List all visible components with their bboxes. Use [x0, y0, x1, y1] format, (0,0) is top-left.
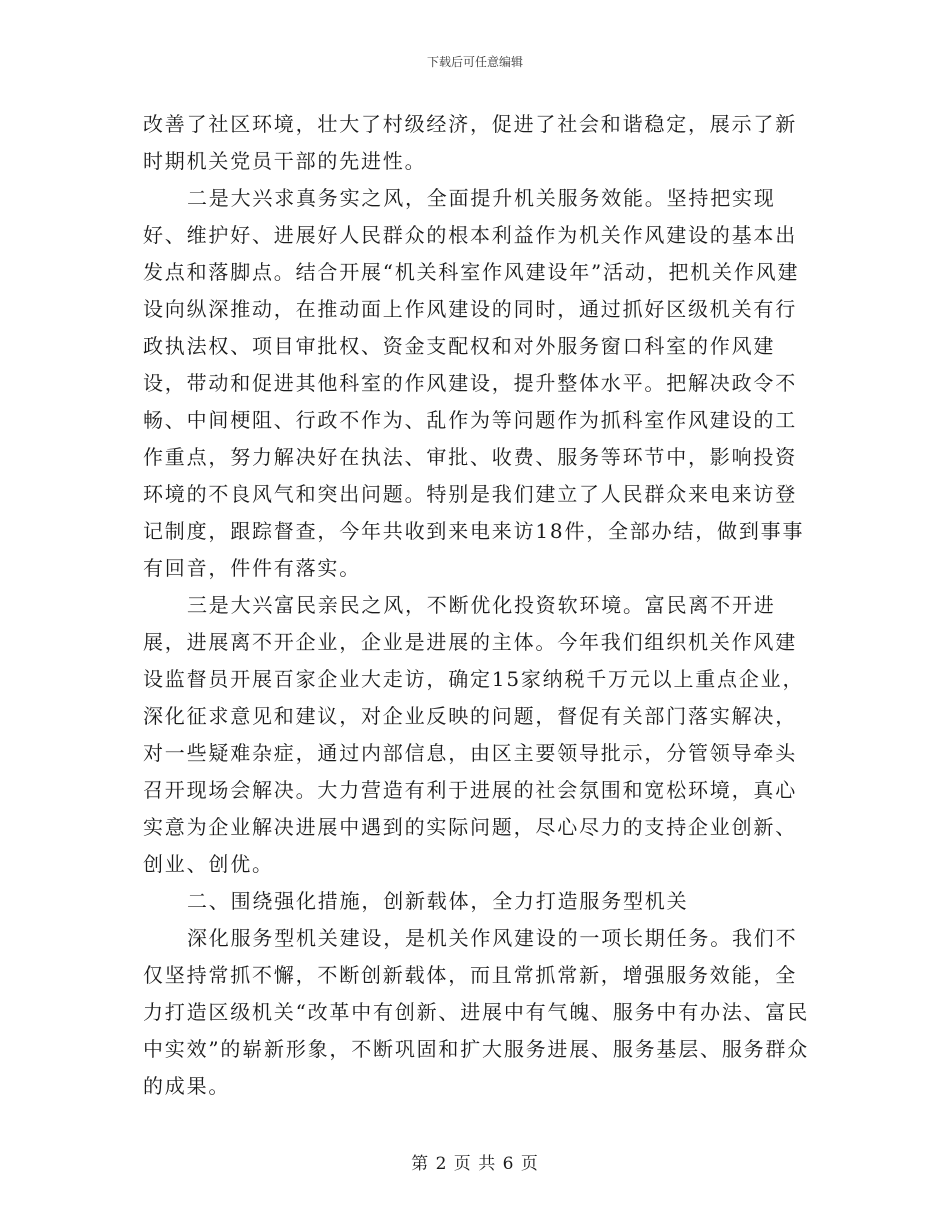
paragraph-continuation: 改善了社区环境，壮大了村级经济，促进了社会和谐稳定，展示了新时期机关党员干部的先进性。	[143, 112, 797, 173]
page-number-label: 第 2 页 共 6 页	[411, 1154, 539, 1174]
section-heading: 二、围绕强化措施，创新载体，全力打造服务型机关	[187, 889, 689, 913]
paragraph-service-organ: 深化服务型机关建设，是机关作风建设的一项长期任务。我们不仅坚持常抓不懈，不断创新载体，而且常抓常新，增强服务效能，全力打造区级机关“改革中有创新、进展中有气魄、服务中有办法、富民中实效”的崭新形象，不断巩固和扩大服务进展、服务基层、服务群众的成果。	[143, 926, 810, 1098]
page-header: 下载后可任意编辑	[426, 55, 523, 69]
page-footer	[0, 1153, 950, 1175]
document-body	[143, 106, 811, 1105]
paragraph-point-two: 二是大兴求真务实之风，全面提升机关服务效能。坚持把实现好、维护好、进展好人民群众的根本利益作为机关作风建设的基本出发点和落脚点。结合开展“机关科室作风建设年”活动，把机关作风建设向纵深推动，在推动面上作风建设的同时，通过抓好区级机关有行政执法权、项目审批权、资金支配权和对外服务窗口科室的作风建设，带动和促进其他科室的作风建设，提升整体水平。把解决政令不畅、中间梗阻、行政不作为、乱作为等问题作为抓科室作风建设的工作重点，努力解决好在执法、审批、收费、服务等环节中，影响投资环境的不良风气和突出问题。特别是我们建立了人民群众来电来访登记制度，跟踪督查，今年共收到来电来访18件，全部办结，做到事事有回音，件件有落实。	[143, 186, 805, 580]
paragraph-point-three: 三是大兴富民亲民之风，不断优化投资软环境。富民离不开进展，进展离不开企业，企业是进展的主体。今年我们组织机关作风建设监督员开展百家企业大走访，确定15家纳税千万元以上重点企业，深化征求意见和建议，对企业反映的问题，督促有关部门落实解决，对一些疑难杂症，通过内部信息，由区主要领导批示，分管领导牵头召开现场会解决。大力营造有利于进展的社会氛围和宽松环境，真心实意为企业解决进展中遇到的实际问题，尽心尽力的支持企业创新、创业、创优。	[143, 593, 805, 876]
